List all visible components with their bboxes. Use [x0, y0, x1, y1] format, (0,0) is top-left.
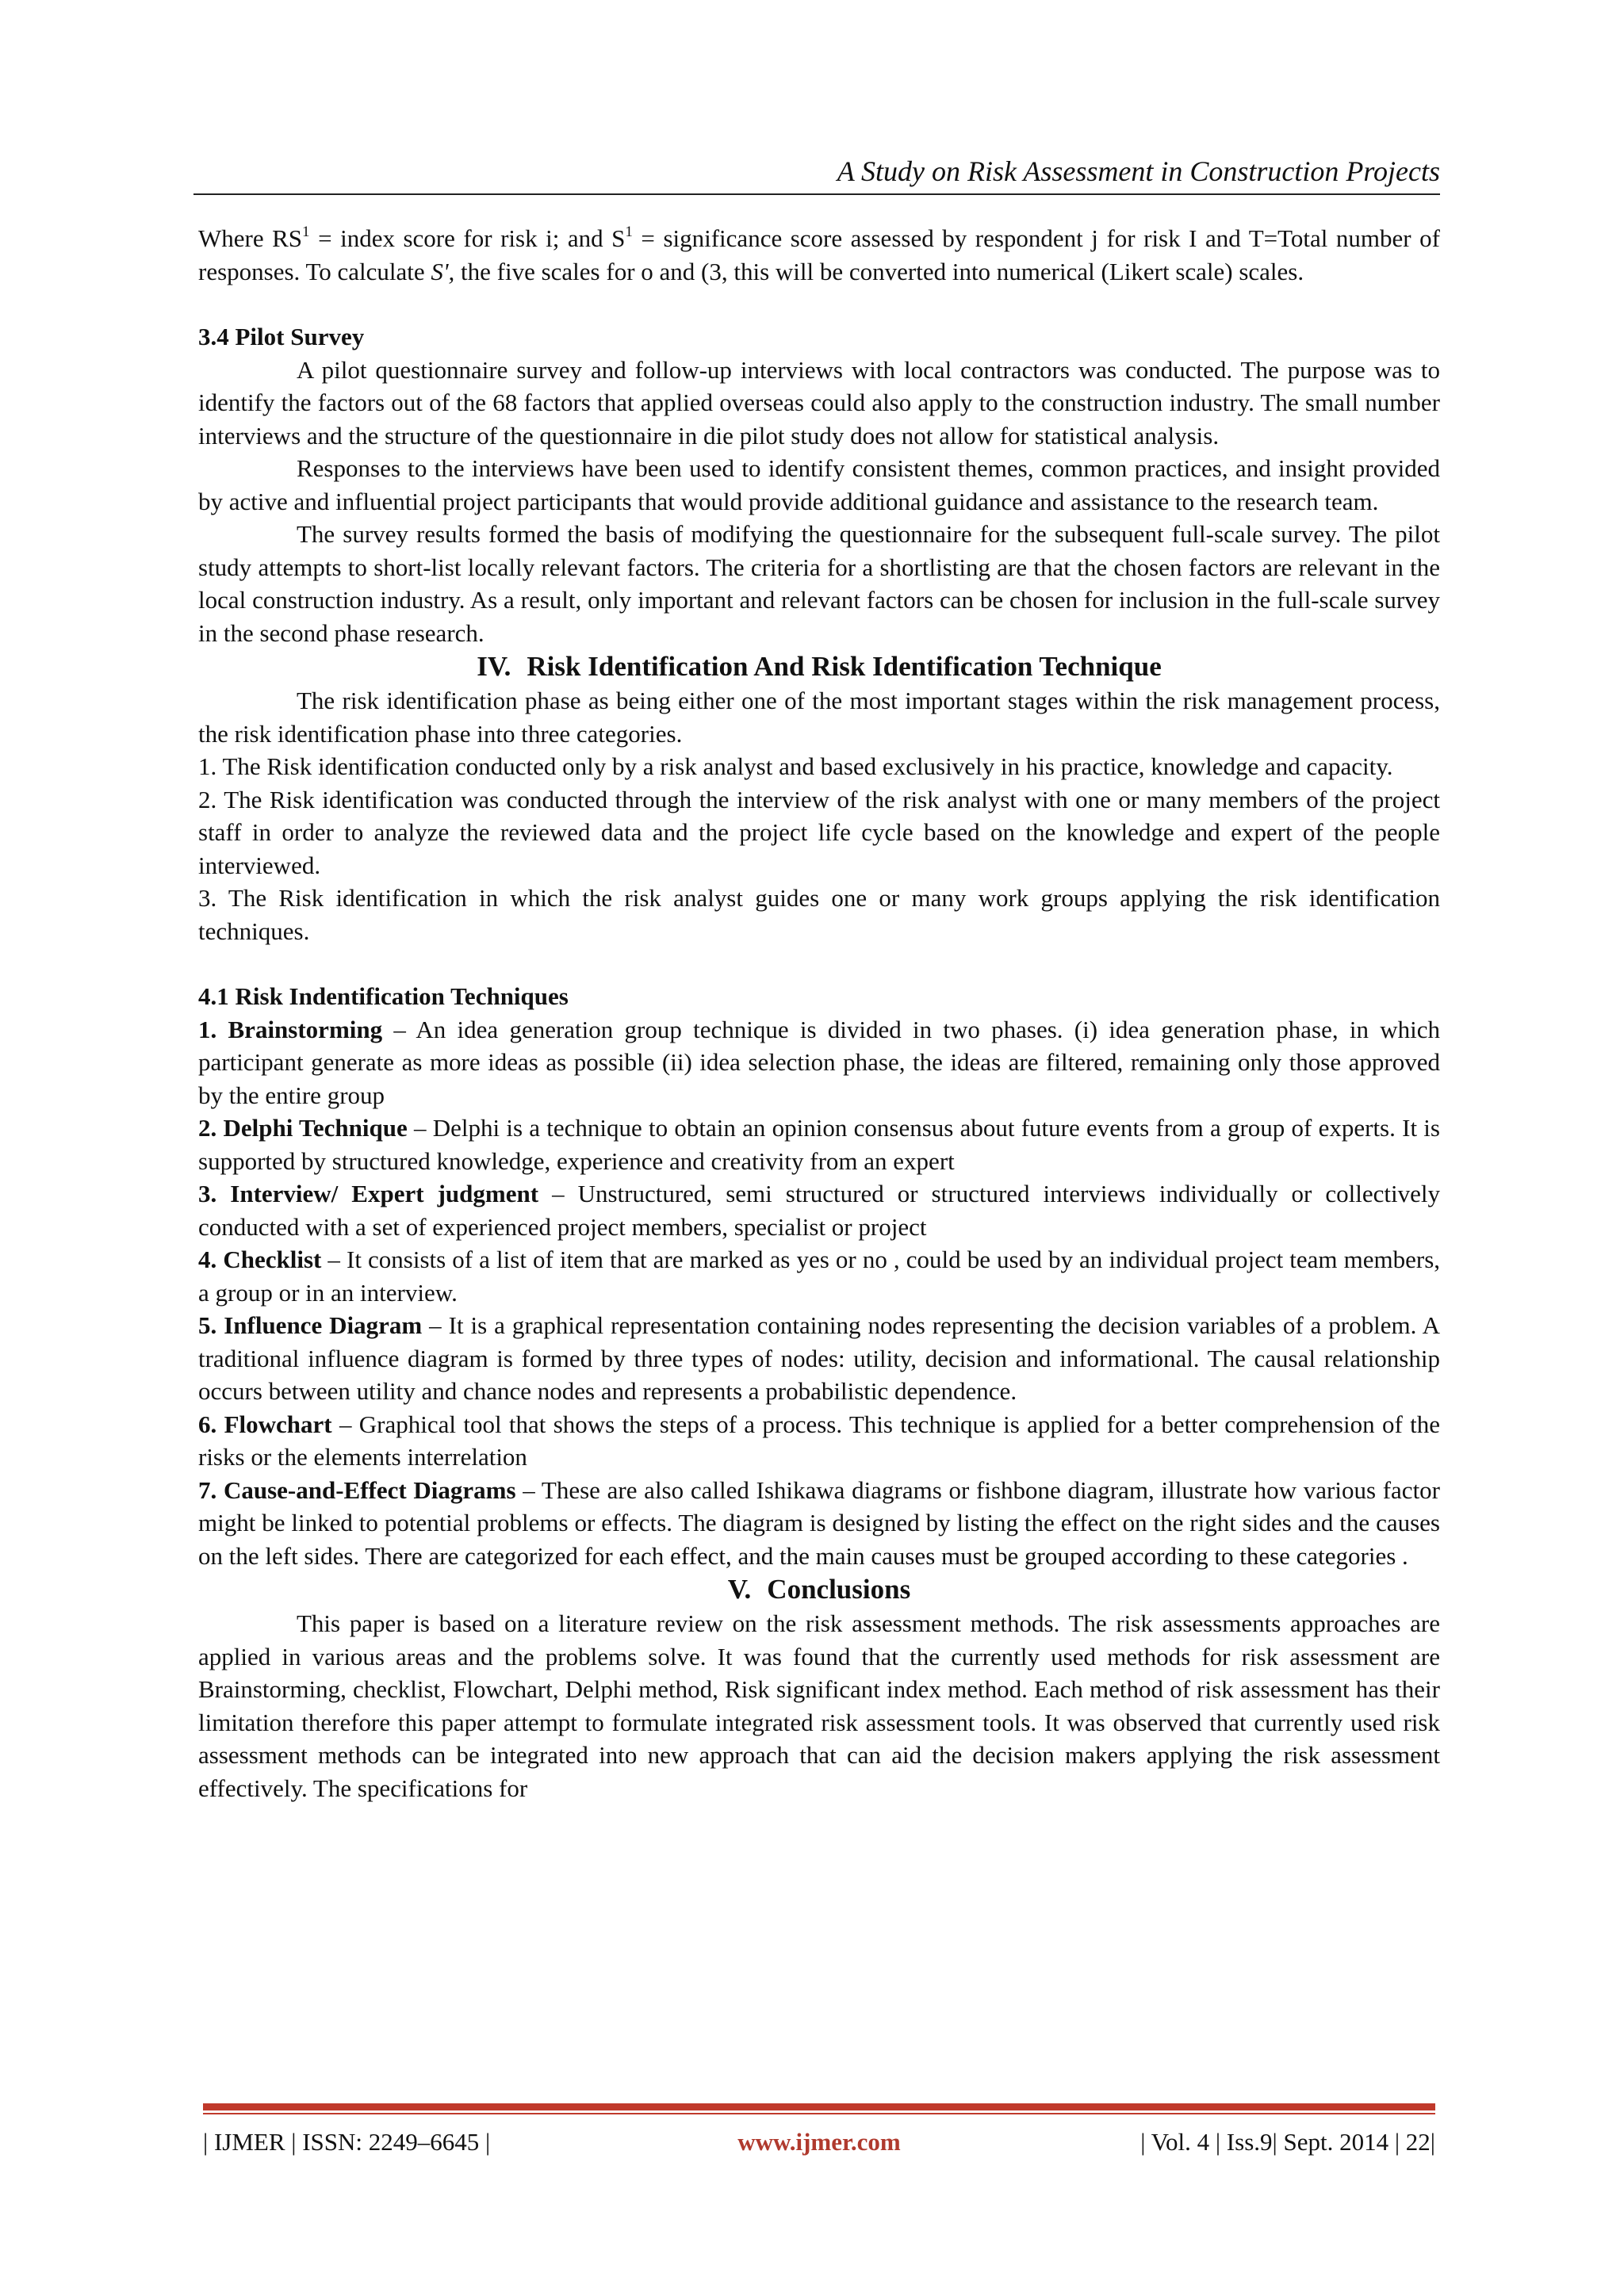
- pilot-paragraph-1: A pilot questionnaire survey and follow-up interviews with local contractors was conducted. The purpose was to identify the factors out of the 68 factors that applied overseas could also apply to the construction industry. The small number interviews and the structure of the questionnaire in die pilot study does not allow for statistical analysis.: [198, 355, 1440, 450]
- section-4-heading: IV. Risk Identification And Risk Identification Technique: [477, 651, 1162, 682]
- header-rule: [193, 193, 1440, 195]
- footer-volume-info: | Vol. 4 | Iss.9| Sept. 2014 | 22|: [1140, 2128, 1435, 2156]
- running-title: A Study on Risk Assessment in Construction Projects: [837, 155, 1440, 187]
- pilot-paragraph-2: Responses to the interviews have been used to identify consistent themes, common practices, and insight provided by active and influential project participants that would provide additional guidance and assistance to the research team.: [198, 454, 1440, 515]
- technique-flowchart: 6. Flowchart – Graphical tool that shows the steps of a process. This technique is applied for a better comprehension of the risks or the elements interrelation: [198, 1410, 1440, 1471]
- section-5-heading: V. Conclusions: [727, 1574, 911, 1605]
- page-body: [198, 222, 1440, 1804]
- pilot-survey-heading: 3.4 Pilot Survey: [198, 323, 365, 350]
- technique-cause-effect: 7. Cause-and-Effect Diagrams – These are also called Ishikawa diagrams or fishbone diagram, illustrate how various factor might be linked to potential problems or effects. The diagram is designed by listing the effect on the right sides and the causes on the left sides. There are categorized for each effect, and the main causes must be grouped according to these categories .: [198, 1475, 1441, 1570]
- conclusions-paragraph: This paper is based on a literature review on the risk assessment methods. The risk assessments approaches are applied in various areas and the problems solve. It was found that the currently used methods for risk assessment are Brainstorming, checklist, Flowchart, Delphi method, Risk significant index method. Each method of risk assessment has their limitation therefore this paper attempt to formulate integrated risk assessment tools. It was observed that currently used risk assessment methods can be integrated into new approach that can aid the decision makers applying the risk assessment effectively. The specifications for: [198, 1609, 1440, 1802]
- footer-website-link[interactable]: www.ijmer.com: [737, 2128, 901, 2156]
- footer-rule-thin: [203, 2113, 1435, 2114]
- technique-interview: 3. Interview/ Expert judgment – Unstructured, semi structured or structured interviews individually or collectively conducted with a set of experienced project members, specialist or project: [198, 1180, 1440, 1241]
- identification-item-3: 3. The Risk identification in which the risk analyst guides one or many work groups applying the risk identification techniques.: [198, 884, 1440, 945]
- section-4-intro: The risk identification phase as being either one of the most important stages within the risk management process, the risk identification phase into three categories.: [198, 687, 1440, 748]
- technique-checklist: 4. Checklist – It consists of a list of item that are marked as yes or no , could be used by an individual project team members, a group or in an interview.: [198, 1246, 1441, 1307]
- identification-item-2: 2. The Risk identification was conducted through the interview of the risk analyst with one or many members of the project staff in order to analyze the reviewed data and the project life cycle based on the knowledge and expert of the people interviewed.: [198, 785, 1440, 879]
- techniques-heading: 4.1 Risk Indentification Techniques: [198, 982, 569, 1010]
- pilot-paragraph-3: The survey results formed the basis of modifying the questionnaire for the subsequent full-scale survey. The pilot study attempts to short-list locally relevant factors. The criteria for a shortlisting are that the chosen factors are relevant in the local construction industry. As a result, only important and relevant factors can be chosen for inclusion in the full-scale survey in the second phase research.: [198, 520, 1440, 647]
- footer-journal-info: | IJMER | ISSN: 2249–6645 |: [203, 2128, 491, 2156]
- technique-brainstorming: 1. Brainstorming – An idea generation group technique is divided in two phases. (i) idea generation phase, in which participant generate as more ideas as possible (ii) idea selection phase, the ideas are filtered, remaining only those approved by the entire group: [198, 1015, 1440, 1109]
- footer-rule: [203, 2103, 1435, 2110]
- technique-influence-diagram: 5. Influence Diagram – It is a graphical representation containing nodes representing the decision variables of a problem. A traditional influence diagram is formed by three types of nodes: utility, decision and informational. The causal relationship occurs between utility and chance nodes and represents a probabilistic dependence.: [198, 1311, 1440, 1405]
- identification-item-1: 1. The Risk identification conducted only by a risk analyst and based exclusively in his practice, knowledge and capacity.: [198, 752, 1393, 780]
- page-footer: [203, 2126, 1435, 2159]
- technique-delphi: 2. Delphi Technique – Delphi is a technique to obtain an opinion consensus about future events from a group of experts. It is supported by structured knowledge, experience and creativity from an expert: [198, 1114, 1440, 1175]
- intro-paragraph: Where $RS^1$ = index score for risk i; and $S^1$ = significance score assessed by respondent j for risk I and T=Total number of responses. To calculate S', the five scales for o and (3, this will be converted into numerical (Likert scale) scales.: [198, 223, 1440, 285]
